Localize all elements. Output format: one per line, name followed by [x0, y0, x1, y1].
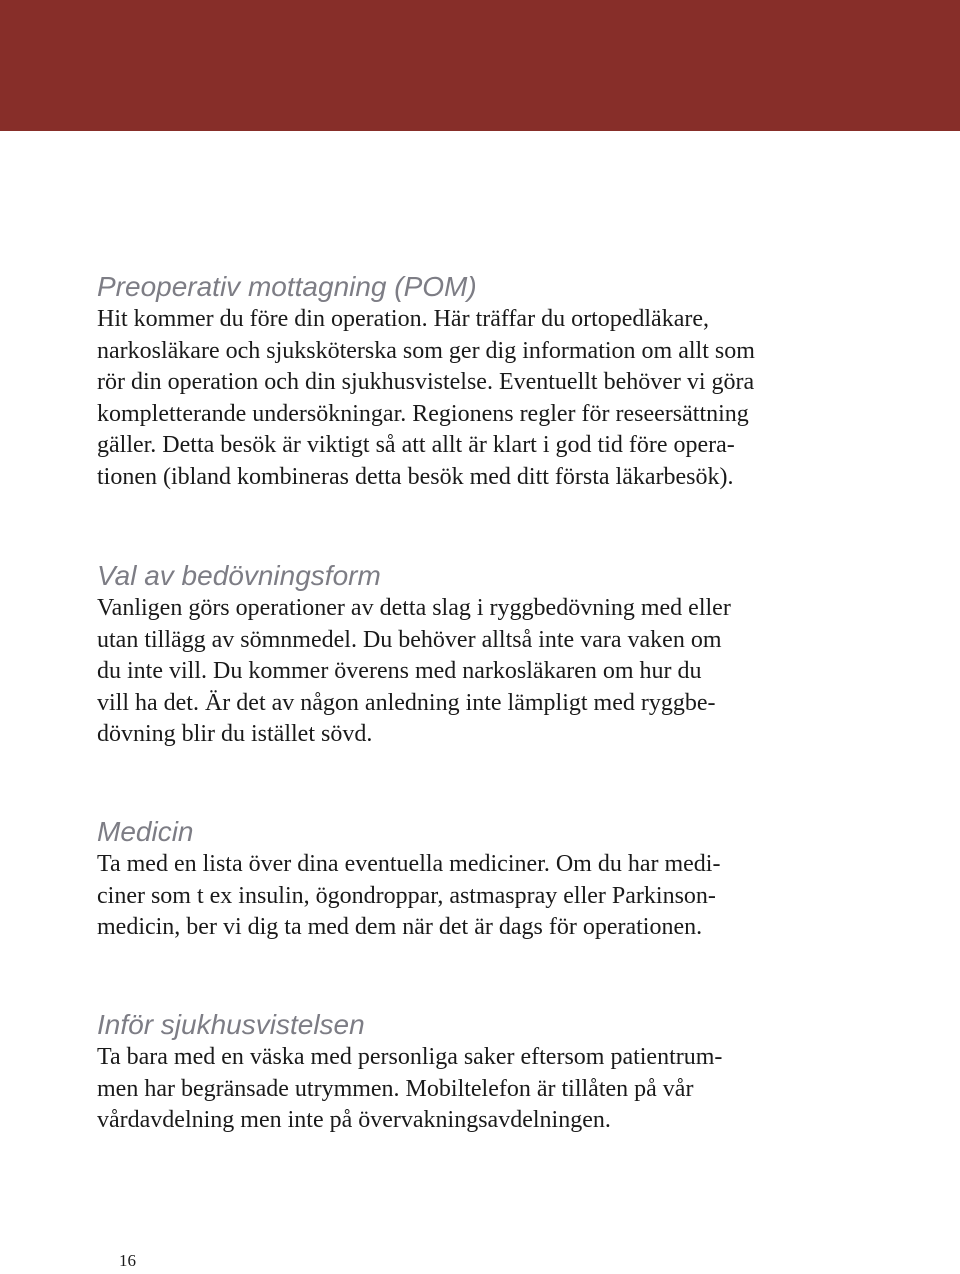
body-line: narkosläkare och sjuksköterska som ger dig information om allt som — [97, 337, 755, 364]
section-body — [97, 1042, 817, 1137]
body-line: men har begränsade utrymmen. Mobiltelefon är tillåten på vår — [97, 1075, 694, 1102]
page-number: 16 — [119, 1251, 136, 1270]
body-line: du inte vill. Du kommer överens med narkosläkaren om hur du — [97, 658, 702, 684]
section-heading: Val av bedövningsform — [97, 560, 381, 591]
header-band — [0, 0, 960, 131]
body-line: gäller. Detta besök är viktigt så att allt är klart i god tid före opera- — [97, 432, 735, 458]
section-infor-sjukhusvistelsen — [97, 1008, 817, 1137]
body-line: ciner som t ex insulin, ögondroppar, astmaspray eller Parkinson- — [97, 882, 716, 909]
body-line: Ta med en lista över dina eventuella mediciner. Om du har medi- — [97, 851, 721, 877]
section-heading: Inför sjukhusvistelsen — [97, 1009, 365, 1040]
section-body — [97, 304, 817, 493]
body-line: Vanligen görs operationer av detta slag i ryggbedövning med eller — [97, 595, 731, 621]
section-preoperativ-mottagning — [97, 270, 817, 493]
body-line: vårdavdelning men inte på övervakningsavdelningen. — [97, 1107, 611, 1133]
section-heading: Preoperativ mottagning (POM) — [97, 271, 477, 302]
section-body — [97, 593, 817, 751]
section-heading: Medicin — [97, 816, 194, 847]
section-medicin — [97, 815, 817, 944]
body-line: Ta bara med en väska med personliga saker eftersom patientrum- — [97, 1044, 723, 1070]
body-line: vill ha det. Är det av någon anledning inte lämpligt med ryggbe- — [97, 689, 716, 716]
body-line: Hit kommer du före din operation. Här träffar du ortopedläkare, — [97, 306, 709, 332]
section-body — [97, 849, 817, 944]
body-line: medicin, ber vi dig ta med dem när det är dags för operationen. — [97, 914, 703, 940]
section-val-av-bedovningsform — [97, 559, 817, 751]
body-line: kompletterande undersökningar. Regionens regler för reseersättning — [97, 400, 749, 427]
body-line: tionen (ibland kombineras detta besök med ditt första läkarbesök). — [97, 463, 734, 490]
body-line: rör din operation och din sjukhusvistelse. Eventuellt behöver vi göra — [97, 369, 755, 395]
body-line: dövning blir du istället sövd. — [97, 721, 373, 747]
body-line: utan tillägg av sömnmedel. Du behöver alltså inte vara vaken om — [97, 626, 722, 653]
